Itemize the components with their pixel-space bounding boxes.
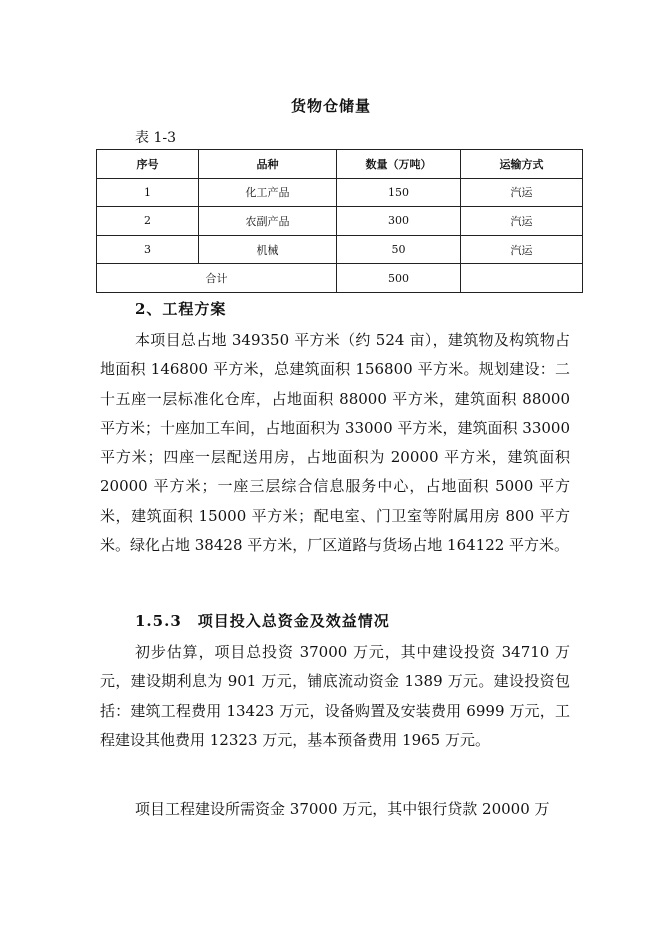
table-row bbox=[97, 235, 583, 264]
table-caption: 表 1-3 bbox=[135, 130, 176, 146]
cell-transport: 汽运 bbox=[461, 207, 583, 236]
section-153-paragraph-2: 项目工程建设所需资金 37000 万元，其中银行贷款 20000 万 bbox=[135, 800, 550, 818]
table-row bbox=[97, 207, 583, 236]
header-index: 序号 bbox=[97, 150, 199, 179]
cell-variety: 农副产品 bbox=[199, 207, 337, 236]
total-label: 合计 bbox=[97, 264, 337, 293]
table-header-row bbox=[97, 150, 583, 179]
table-total-row bbox=[97, 264, 583, 293]
cell-variety: 机械 bbox=[199, 235, 337, 264]
header-quantity: 数量（万吨） bbox=[337, 150, 461, 179]
storage-table bbox=[96, 149, 583, 293]
cell-quantity: 50 bbox=[337, 235, 461, 264]
total-transport bbox=[461, 264, 583, 293]
cell-index: 1 bbox=[97, 178, 199, 207]
section-153-paragraph: 初步估算，项目总投资 37000 万元，其中建设投资 34710 万元，建设期利息为 901 万元，铺底流动资金 1389 万元。建设投资包括：建筑工程费用 13423 万元，设备购置及安装费用 6999 万元，工程建设其他费用 12323 万元，基本预备费用 1965 万元。 bbox=[100, 643, 570, 749]
section-153-heading: 1.5.3 项目投入总资金及效益情况 bbox=[135, 612, 390, 630]
header-transport: 运输方式 bbox=[461, 150, 583, 179]
cell-quantity: 300 bbox=[337, 207, 461, 236]
section-2-paragraph: 本项目总占地 349350 平方米（约 524 亩），建筑物及构筑物占地面积 146800 平方米，总建筑面积 156800 平方米。规划建设：二十五座一层标准化仓库，占地面积 88000 平方米，建筑面积 88000 平方米；十座加工车间，占地面积为 33000 平方米，建筑面积 33000 平方米；四座一层配送用房，占地面积为 20000 平方米，建筑面积 20000 平方米；一座三层综合信息服务中心，占地面积 5000 平方米，建筑面积 15000 平方米；配电室、门卫室等附属用房 800 平方米。绿化占地 38428 平方米，厂区道路与货场占地 164122 平方米。 bbox=[100, 331, 570, 555]
total-value: 500 bbox=[337, 264, 461, 293]
cell-variety: 化工产品 bbox=[199, 178, 337, 207]
cell-index: 3 bbox=[97, 235, 199, 264]
page-title: 货物仓储量 bbox=[290, 97, 371, 115]
cell-index: 2 bbox=[97, 207, 199, 236]
cell-transport: 汽运 bbox=[461, 178, 583, 207]
cell-transport: 汽运 bbox=[461, 235, 583, 264]
header-variety: 品种 bbox=[199, 150, 337, 179]
section-2-heading: 2、工程方案 bbox=[135, 300, 227, 318]
cell-quantity: 150 bbox=[337, 178, 461, 207]
table-row bbox=[97, 178, 583, 207]
